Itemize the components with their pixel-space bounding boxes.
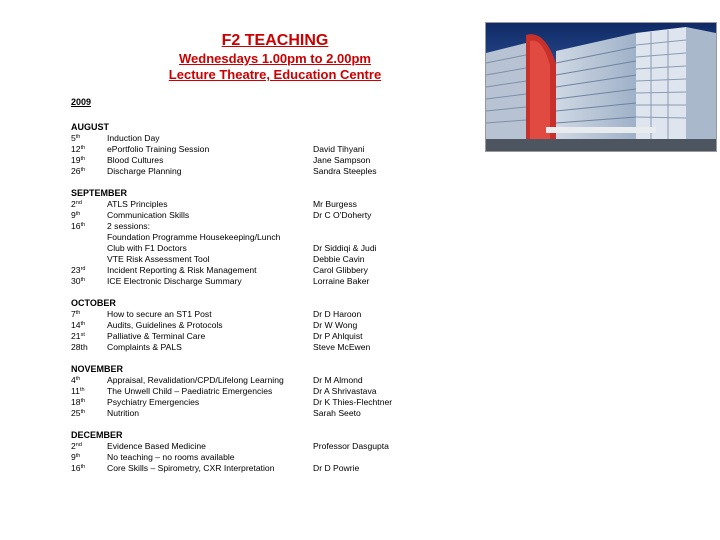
session-speaker: Debbie Cavin xyxy=(313,254,365,264)
session-day-suffix: th xyxy=(75,134,81,140)
session-topic: ICE Electronic Discharge Summary xyxy=(107,276,242,286)
session-day: 2 xyxy=(71,199,76,209)
session-day: 26 xyxy=(71,166,81,176)
session-topic: Induction Day xyxy=(107,133,160,143)
session-row xyxy=(71,408,411,419)
session-row xyxy=(71,320,411,331)
session-speaker: Dr Siddiqi & Judi xyxy=(313,243,377,253)
session-day: 9 xyxy=(71,452,76,462)
session-date xyxy=(71,342,107,353)
session-date xyxy=(71,397,107,408)
session-speaker: Mr Burgess xyxy=(313,199,357,209)
session-topic: Foundation Programme Housekeeping/Lunch xyxy=(107,232,281,242)
session-speaker: Professor Dasgupta xyxy=(313,441,389,451)
session-topic: Core Skills – Spirometry, CXR Interpretation xyxy=(107,463,275,473)
session-topic: How to secure an ST1 Post xyxy=(107,309,212,319)
session-speaker: Sarah Seeto xyxy=(313,408,361,418)
session-row xyxy=(71,166,411,177)
session-speaker: Dr M Almond xyxy=(313,375,363,385)
session-date xyxy=(71,276,107,287)
month-heading: AUGUST xyxy=(71,122,109,132)
session-day: 23 xyxy=(71,265,81,275)
session-day-suffix: rd xyxy=(80,266,86,272)
session-day: 21 xyxy=(71,331,81,341)
session-day-suffix: th xyxy=(80,409,86,415)
session-row xyxy=(71,133,411,144)
session-row xyxy=(71,441,411,452)
session-day-suffix: th xyxy=(80,321,86,327)
hospital-building-photo xyxy=(485,22,717,152)
session-date xyxy=(71,166,107,177)
session-topic: 2 sessions: xyxy=(107,221,150,231)
session-day-suffix: nd xyxy=(75,442,82,448)
session-speaker: Dr W Wong xyxy=(313,320,358,330)
session-date xyxy=(71,155,107,166)
session-row xyxy=(71,342,411,353)
session-topic: ATLS Principles xyxy=(107,199,168,209)
session-row xyxy=(71,210,411,221)
session-day-suffix: nd xyxy=(75,200,82,206)
session-day-suffix: th xyxy=(80,156,86,162)
session-date xyxy=(71,441,107,452)
session-speaker: Dr C O'Doherty xyxy=(313,210,372,220)
session-day-suffix: th xyxy=(75,453,81,459)
session-row xyxy=(71,309,411,320)
session-day-suffix: th xyxy=(80,222,86,228)
session-date xyxy=(71,210,107,221)
session-row xyxy=(71,276,411,287)
session-day: 16 xyxy=(71,463,81,473)
session-row xyxy=(71,452,411,463)
session-day: 4 xyxy=(71,375,76,385)
session-speaker: Steve McEwen xyxy=(313,342,371,352)
session-row xyxy=(71,155,411,166)
session-row xyxy=(71,144,411,155)
session-speaker: Jane Sampson xyxy=(313,155,371,165)
session-date xyxy=(71,386,107,397)
session-day-suffix: th xyxy=(80,277,86,283)
session-date xyxy=(71,320,107,331)
session-date xyxy=(71,144,107,155)
session-day: 7 xyxy=(71,309,76,319)
session-topic: ePortfolio Training Session xyxy=(107,144,210,154)
session-date xyxy=(71,221,107,232)
session-day: 9 xyxy=(71,210,76,220)
session-speaker: Dr D Powrie xyxy=(313,463,360,473)
session-day-suffix: th xyxy=(75,211,81,217)
session-speaker: Dr D Haroon xyxy=(313,309,362,319)
session-topic: Blood Cultures xyxy=(107,155,164,165)
session-day-suffix: th xyxy=(80,167,86,173)
session-topic: Club with F1 Doctors xyxy=(107,243,187,253)
session-topic: Palliative & Terminal Care xyxy=(107,331,206,341)
month-heading: DECEMBER xyxy=(71,430,123,440)
session-topic: Incident Reporting & Risk Management xyxy=(107,265,257,275)
month-heading: OCTOBER xyxy=(71,298,116,308)
session-row xyxy=(71,243,411,254)
session-day: 5 xyxy=(71,133,76,143)
session-row xyxy=(71,463,411,474)
session-row xyxy=(71,397,411,408)
year-heading: 2009 xyxy=(71,97,92,107)
session-speaker: Dr K Thies-Flechtner xyxy=(313,397,393,407)
session-topic: Audits, Guidelines & Protocols xyxy=(107,320,223,330)
session-day: 28th xyxy=(71,342,88,352)
session-day-suffix: st xyxy=(80,332,85,338)
session-row xyxy=(71,254,411,265)
session-topic: VTE Risk Assessment Tool xyxy=(107,254,210,264)
month-heading: NOVEMBER xyxy=(71,364,124,374)
session-topic: Discharge Planning xyxy=(107,166,182,176)
schedule-subtitle: Wednesdays 1.00pm to 2.00pm xyxy=(179,51,371,66)
session-date xyxy=(71,265,107,276)
session-date xyxy=(71,133,107,144)
session-speaker: Dr A Shrivastava xyxy=(313,386,377,396)
session-topic: Complaints & PALS xyxy=(107,342,182,352)
session-day-suffix: th xyxy=(80,398,86,404)
session-row xyxy=(71,386,411,397)
session-date xyxy=(71,408,107,419)
page-title: F2 TEACHING xyxy=(221,32,329,49)
session-row xyxy=(71,199,411,210)
session-speaker: Dr P Ahlquist xyxy=(313,331,363,341)
session-row xyxy=(71,375,411,386)
session-day: 25 xyxy=(71,408,81,418)
session-day: 11 xyxy=(71,386,80,396)
session-speaker: Sandra Steeples xyxy=(313,166,377,176)
session-topic: The Unwell Child – Paediatric Emergencies xyxy=(107,386,273,396)
session-day: 2 xyxy=(71,441,76,451)
session-day: 18 xyxy=(71,397,81,407)
session-day-suffix: th xyxy=(80,464,86,470)
session-date xyxy=(71,452,107,463)
session-day-suffix: th xyxy=(80,145,86,151)
session-day: 30 xyxy=(71,276,81,286)
session-topic: Evidence Based Medicine xyxy=(107,441,206,451)
session-topic: No teaching – no rooms available xyxy=(107,452,235,462)
session-topic: Appraisal, Revalidation/CPD/Lifelong Learning xyxy=(107,375,284,385)
session-day-suffix: th xyxy=(75,310,81,316)
session-row xyxy=(71,331,411,342)
session-topic: Psychiatry Emergencies xyxy=(107,397,200,407)
session-speaker: Carol Glibbery xyxy=(313,265,368,275)
session-date xyxy=(71,463,107,474)
session-speaker: Lorraine Baker xyxy=(313,276,370,286)
session-date xyxy=(71,375,107,386)
session-row xyxy=(71,221,411,232)
session-row xyxy=(71,265,411,276)
session-topic: Communication Skills xyxy=(107,210,190,220)
session-day-suffix: th xyxy=(79,387,85,393)
session-day: 16 xyxy=(71,221,81,231)
session-date xyxy=(71,331,107,342)
session-row xyxy=(71,232,411,243)
session-day-suffix: th xyxy=(75,376,81,382)
venue-subtitle: Lecture Theatre, Education Centre xyxy=(168,67,382,82)
session-day: 19 xyxy=(71,155,81,165)
session-day: 12 xyxy=(71,144,81,154)
session-date xyxy=(71,309,107,320)
session-day: 14 xyxy=(71,320,81,330)
session-speaker: David Tihyani xyxy=(313,144,365,154)
month-heading: SEPTEMBER xyxy=(71,188,128,198)
session-date xyxy=(71,199,107,210)
session-topic: Nutrition xyxy=(107,408,139,418)
